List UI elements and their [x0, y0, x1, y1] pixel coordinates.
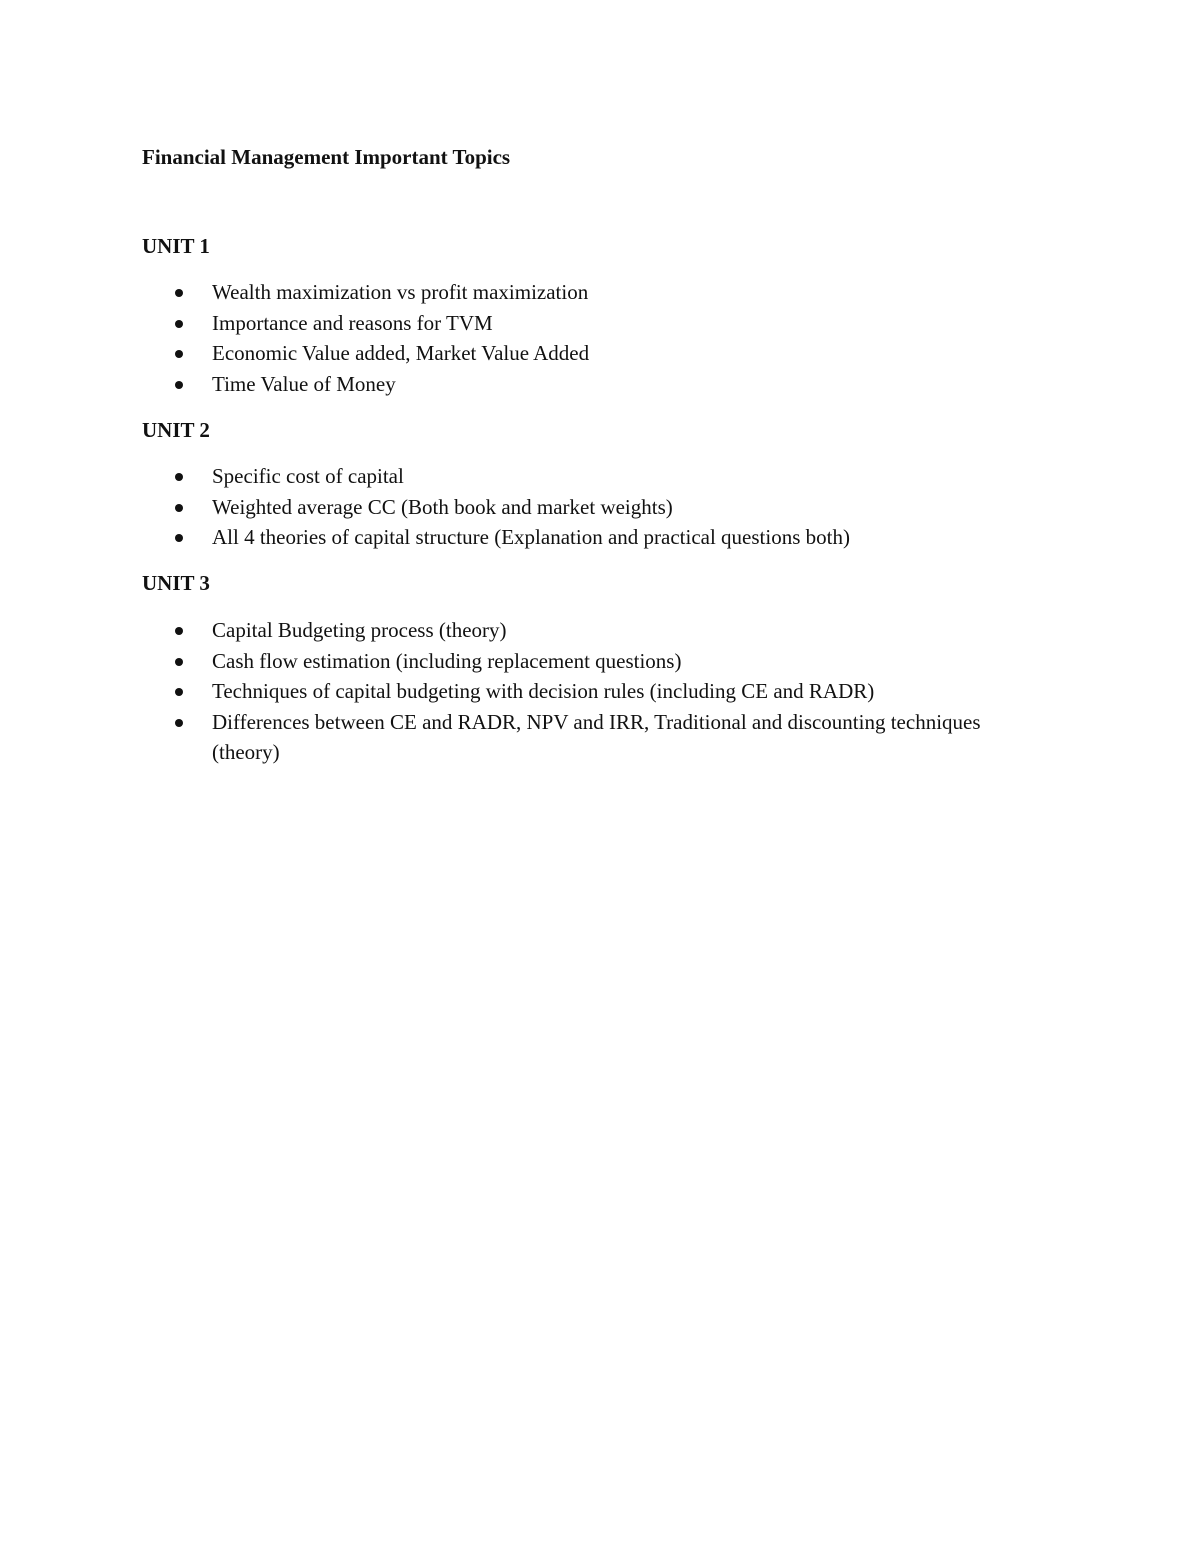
list-item — [0, 646, 1002, 677]
unit-2-heading: UNIT 2 — [142, 418, 210, 442]
unit-1-topic-list — [0, 277, 1002, 399]
bullet-icon — [175, 350, 183, 358]
bullet-icon — [175, 658, 183, 666]
unit-1-heading: UNIT 1 — [142, 234, 210, 258]
topic-text: Capital Budgeting process (theory) — [212, 618, 507, 642]
list-item — [0, 492, 1002, 523]
topic-text: Differences between CE and RADR, NPV and IRR, Traditional and discounting techniques (theory) — [212, 709, 981, 764]
list-item — [0, 615, 1002, 646]
list-item — [0, 338, 1002, 369]
topic-text: Importance and reasons for TVM — [212, 310, 493, 335]
bullet-icon — [175, 504, 183, 512]
topic-text: Economic Value added, Market Value Added — [212, 341, 590, 365]
topic-text: Weighted average CC (Both book and market weights) — [212, 494, 673, 519]
list-item — [0, 522, 1002, 553]
list-item — [0, 461, 1002, 492]
topic-text: Cash flow estimation (including replacement questions) — [212, 648, 682, 673]
bullet-icon — [175, 473, 183, 481]
topic-text: Techniques of capital budgeting with decision rules (including CE and RADR) — [212, 679, 875, 703]
bullet-icon — [175, 320, 183, 328]
unit-2-topic-list — [0, 461, 1002, 553]
bullet-icon — [175, 289, 183, 297]
unit-3-topic-list — [0, 615, 1002, 768]
bullet-icon — [175, 534, 183, 542]
list-item — [0, 676, 1002, 707]
list-item — [0, 308, 1002, 339]
topic-text: Time Value of Money — [212, 371, 396, 396]
bullet-icon — [175, 688, 183, 696]
list-item — [0, 369, 1002, 400]
list-item — [0, 707, 1002, 768]
bullet-icon — [175, 627, 183, 635]
bullet-icon — [175, 719, 183, 727]
list-item — [0, 277, 1002, 308]
bullet-icon — [175, 381, 183, 389]
document-title: Financial Management Important Topics — [142, 145, 511, 169]
topic-text: All 4 theories of capital structure (Explanation and practical questions both) — [212, 525, 850, 549]
unit-3-heading: UNIT 3 — [142, 571, 210, 595]
topic-text: Wealth maximization vs profit maximization — [212, 280, 589, 304]
topic-text: Specific cost of capital — [212, 464, 404, 488]
